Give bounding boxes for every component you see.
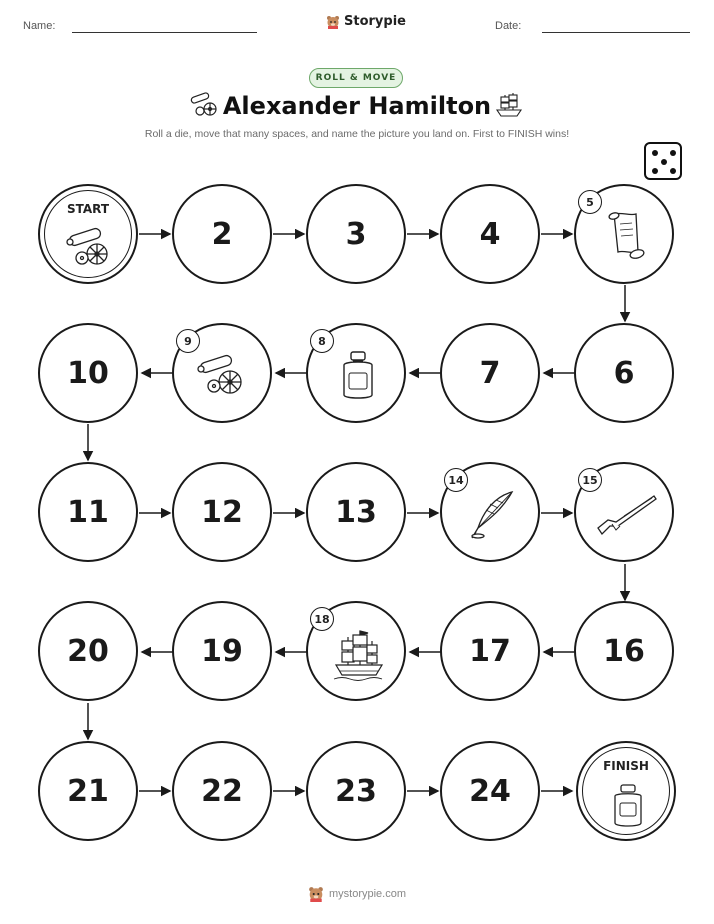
space-number-badge: 5	[578, 190, 602, 214]
board-space[interactable]	[574, 323, 674, 423]
scroll-icon	[604, 208, 648, 264]
space-number: 22	[201, 773, 243, 809]
start-space[interactable]	[38, 184, 138, 284]
board-space[interactable]	[172, 741, 272, 841]
date-label: Date:	[495, 20, 522, 32]
space-number: 13	[335, 494, 377, 530]
space-number-badge: 14	[444, 468, 468, 492]
board-space[interactable]	[574, 601, 674, 701]
roll-move-tag: ROLL & MOVE	[309, 68, 403, 88]
board-space[interactable]	[306, 184, 406, 284]
instructions: Roll a die, move that many spaces, and name the picture you land on. First to FINISH wins!	[144, 128, 570, 140]
board-space[interactable]	[172, 184, 272, 284]
board-space[interactable]	[440, 741, 540, 841]
space-number-badge: 18	[310, 607, 334, 631]
board-space[interactable]	[172, 462, 272, 562]
bear-mascot-icon	[308, 886, 324, 902]
board-space[interactable]	[172, 601, 272, 701]
board-space[interactable]	[440, 323, 540, 423]
board-space[interactable]	[306, 741, 406, 841]
cannon-icon	[196, 351, 250, 397]
name-label: Name:	[23, 20, 56, 32]
space-number: 7	[479, 355, 501, 391]
board-space[interactable]	[440, 184, 540, 284]
space-number: 12	[201, 494, 243, 530]
cannon-icon	[65, 224, 117, 268]
picture-space[interactable]	[172, 323, 272, 423]
board-space[interactable]	[38, 462, 138, 562]
board-space[interactable]	[38, 323, 138, 423]
space-number: 4	[479, 216, 501, 252]
space-number: 10	[67, 355, 109, 391]
finish-label: FINISH	[603, 759, 649, 773]
space-number: 19	[201, 633, 243, 669]
space-number: 3	[345, 216, 367, 252]
space-number: 11	[67, 494, 109, 530]
ship-icon	[332, 627, 386, 683]
footer	[0, 886, 714, 902]
board-space[interactable]	[306, 462, 406, 562]
space-number-badge: 8	[310, 329, 334, 353]
inkwell-icon	[338, 349, 378, 403]
space-number-badge: 15	[578, 468, 602, 492]
space-number: 23	[335, 773, 377, 809]
space-number: 16	[603, 633, 645, 669]
space-number: 21	[67, 773, 109, 809]
picture-space[interactable]	[440, 462, 540, 562]
space-number: 24	[469, 773, 511, 809]
inkwell-icon	[610, 783, 646, 829]
picture-space[interactable]	[574, 184, 674, 284]
picture-space[interactable]	[306, 601, 406, 701]
page-title: Alexander Hamilton	[222, 92, 492, 120]
space-number: 20	[67, 633, 109, 669]
space-number-badge: 9	[176, 329, 200, 353]
space-number: 17	[469, 633, 511, 669]
quill-pen-icon	[466, 488, 518, 542]
brand-name: Storypie	[344, 14, 406, 29]
footer-site[interactable]: mystorypie.com	[328, 888, 407, 900]
board-space[interactable]	[38, 601, 138, 701]
space-number: 2	[211, 216, 233, 252]
musket-icon	[594, 492, 658, 536]
picture-space[interactable]	[574, 462, 674, 562]
start-label: START	[66, 202, 110, 216]
board-space[interactable]	[440, 601, 540, 701]
picture-space[interactable]	[306, 323, 406, 423]
space-number: 6	[613, 355, 635, 391]
finish-space[interactable]	[576, 741, 676, 841]
board-space[interactable]	[38, 741, 138, 841]
